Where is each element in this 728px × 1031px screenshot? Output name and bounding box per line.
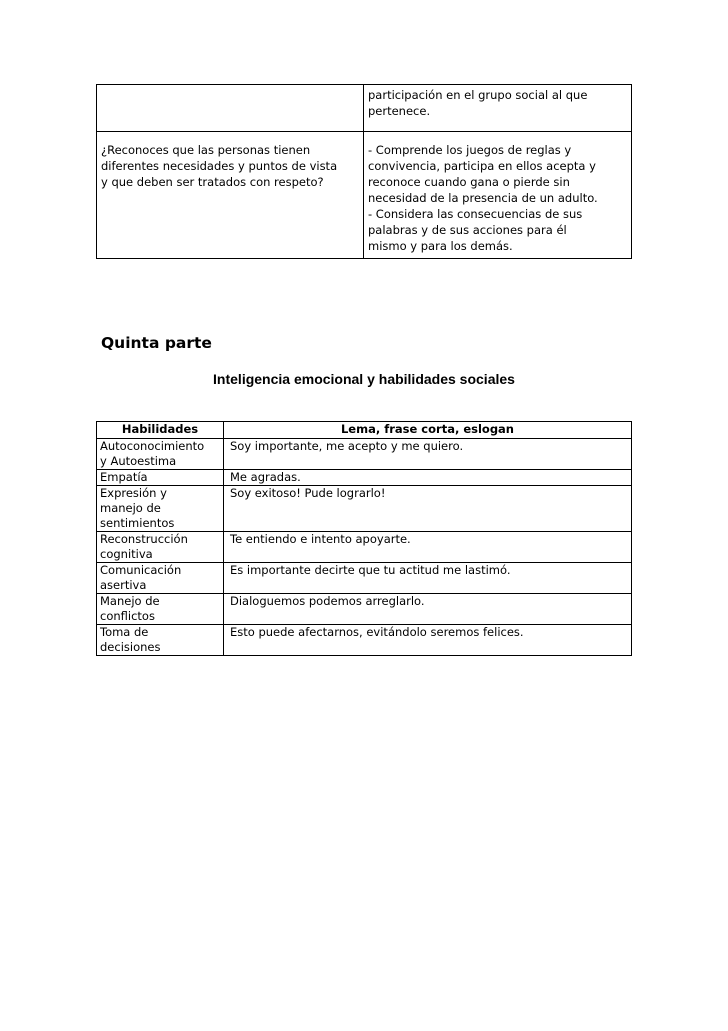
table-row bbox=[97, 132, 632, 259]
skill-name: Empatía bbox=[97, 470, 224, 486]
skill-motto: Te entiendo e intento apoyarte. bbox=[224, 532, 632, 563]
skill-name: Manejo de conflictos bbox=[97, 594, 224, 625]
table-row bbox=[97, 439, 632, 470]
question-cell bbox=[97, 85, 364, 132]
skill-motto: Soy importante, me acepto y me quiero. bbox=[224, 439, 632, 470]
skill-name: Autoconocimiento y Autoestima bbox=[97, 439, 224, 470]
table-row bbox=[97, 470, 632, 486]
skill-motto: Es importante decirte que tu actitud me lastimó. bbox=[224, 563, 632, 594]
skill-motto: Me agradas. bbox=[224, 470, 632, 486]
skill-motto: Esto puede afectarnos, evitándolo seremos felices. bbox=[224, 625, 632, 656]
table-row bbox=[97, 563, 632, 594]
question-cell: ¿Reconoces que las personas tienen diferentes necesidades y puntos de vista y que deben ser tratados con respeto? bbox=[97, 132, 364, 259]
table-row bbox=[97, 594, 632, 625]
header-habilidades: Habilidades bbox=[97, 422, 224, 439]
skill-name: Reconstrucción cognitiva bbox=[97, 532, 224, 563]
header-lema: Lema, frase corta, eslogan bbox=[224, 422, 632, 439]
skill-name: Comunicación asertiva bbox=[97, 563, 224, 594]
table-header-row bbox=[97, 422, 632, 439]
skills-table bbox=[96, 421, 632, 656]
skill-motto: Dialoguemos podemos arreglarlo. bbox=[224, 594, 632, 625]
table-row bbox=[97, 486, 632, 532]
section-title: Quinta parte bbox=[101, 334, 212, 352]
table-row bbox=[97, 625, 632, 656]
skill-name: Toma de decisiones bbox=[97, 625, 224, 656]
table-row bbox=[97, 532, 632, 563]
skill-motto: Soy exitoso! Pude lograrlo! bbox=[224, 486, 632, 532]
section-subtitle: Inteligencia emocional y habilidades sociales bbox=[213, 371, 515, 387]
indicator-cell: participación en el grupo social al que pertenece. bbox=[364, 85, 632, 132]
skill-name: Expresión y manejo de sentimientos bbox=[97, 486, 224, 532]
table-row bbox=[97, 85, 632, 132]
evaluation-table bbox=[96, 84, 632, 259]
indicator-cell: - Comprende los juegos de reglas y convivencia, participa en ellos acepta y reconoce cuando gana o pierde sin necesidad de la presencia de un adulto. - Considera las consecuencias de sus palabras y de sus acciones para él mismo y para los demás. bbox=[364, 132, 632, 259]
